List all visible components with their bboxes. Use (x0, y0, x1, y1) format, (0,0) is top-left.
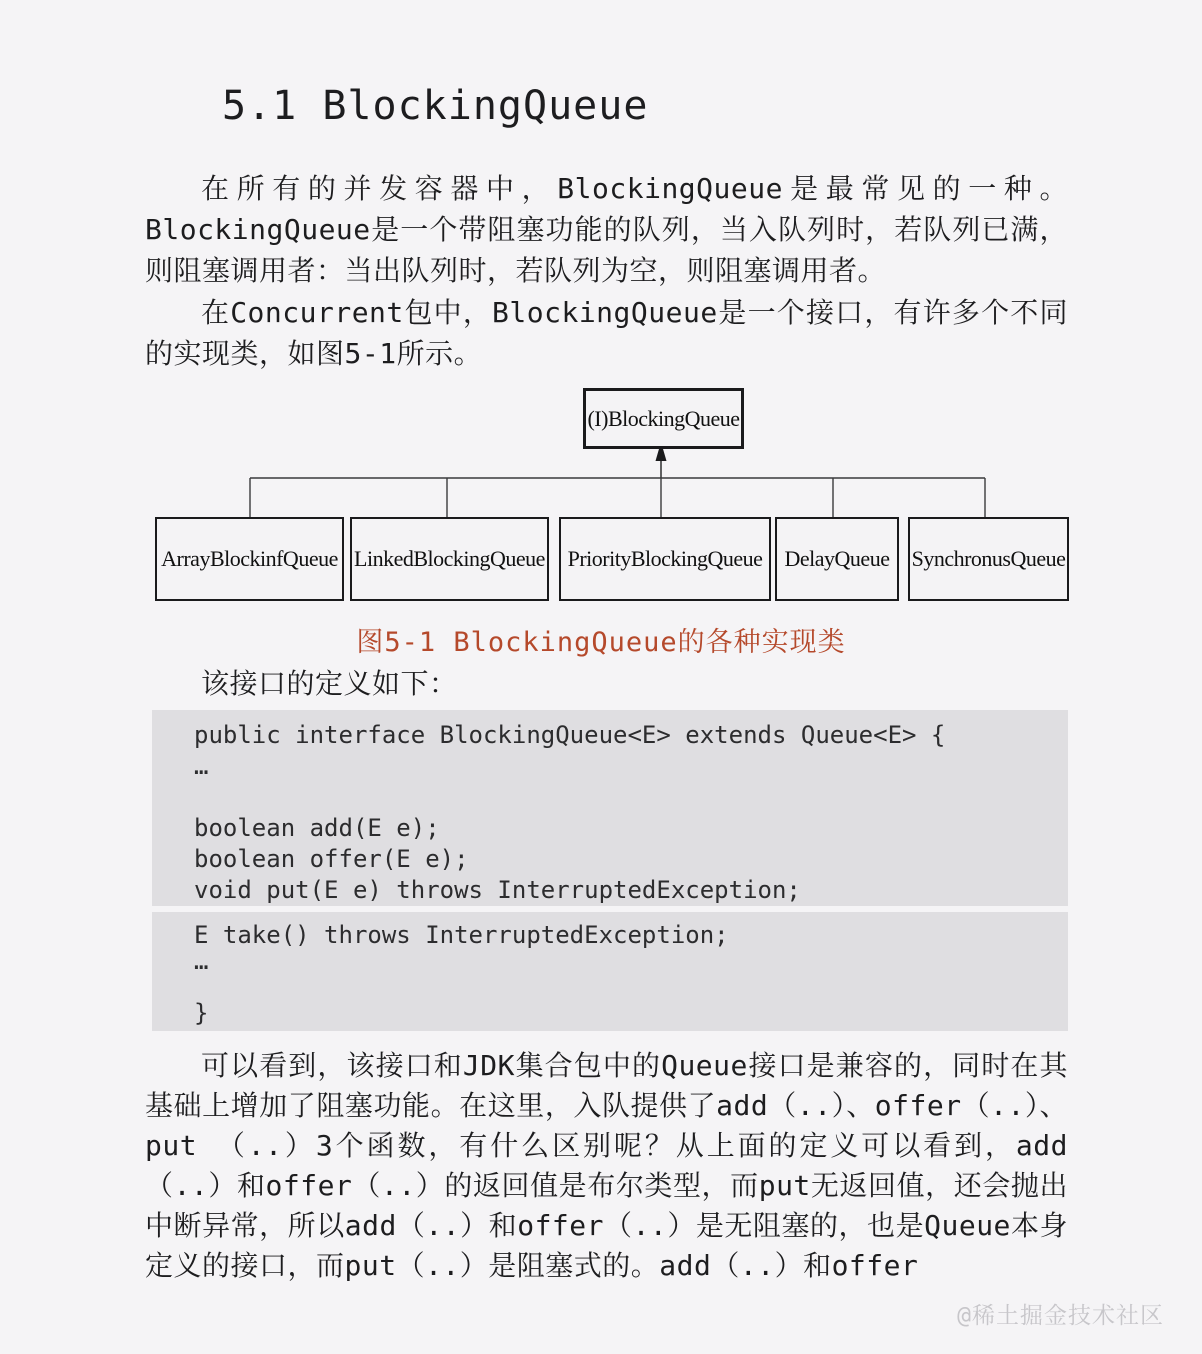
code-line: } (194, 999, 209, 1027)
section-title: 5.1 BlockingQueue (222, 83, 649, 129)
diagram-box-synchronousqueue: SynchronusQueue (908, 517, 1069, 601)
paragraph-discussion: 可以看到，该接口和JDK集合包中的Queue接口是兼容的，同时在其基础上增加了阻塞功能。在这里，入队提供了add（..）、offer（..）、put （..）3个函数，有什么区别呢？从上面的定义可以看到，add（..）和offer（..）的返回值是布尔类型，而put无返回值，还会抛出中断异常，所以add（..）和offer（..）是无阻塞的，也是Queue本身定义的接口，而put（..）是阻塞式的。add（..）和offer (145, 1049, 1068, 1282)
code-line (194, 782, 1058, 813)
diagram-root-box: (I)BlockingQueue (583, 388, 744, 449)
class-hierarchy-diagram (0, 385, 1202, 625)
paragraph-concurrent: 在Concurrent包中，BlockingQueue是一个接口，有许多个不同的实现类，如图5-1所示。 (145, 296, 1068, 370)
code-line: … (194, 947, 209, 975)
code-line: boolean offer(E e); (194, 845, 469, 873)
watermark: @稀土掘金技术社区 (957, 1303, 1164, 1329)
diagram-box-linkedblockingqueue: LinkedBlockingQueue (350, 517, 549, 601)
code-line: … (194, 752, 209, 780)
figure-caption: 图5-1 BlockingQueue的各种实现类 (356, 627, 846, 658)
diagram-box-priorityblockingqueue: PriorityBlockingQueue (559, 517, 771, 601)
diagram-box-arrayblockingqueue: ArrayBlockinfQueue (155, 517, 344, 601)
code-block-interface-bottom (152, 912, 1068, 1031)
paragraph-definition-lead: 该接口的定义如下： (201, 667, 458, 700)
code-line: E take() throws InterruptedException; (194, 921, 729, 949)
code-line: public interface BlockingQueue<E> extends Queue<E> { (194, 721, 946, 749)
code-line: void put(E e) throws InterruptedException; (194, 876, 801, 904)
paragraph-intro: 在所有的并发容器中，BlockingQueue是最常见的一种。BlockingQueue是一个带阻塞功能的队列，当入队列时，若队列已满，则阻塞调用者：当出队列时，若队列为空，则阻塞调用者。 (145, 172, 1068, 287)
code-block-interface-top (152, 710, 1068, 906)
code-line: boolean add(E e); (194, 814, 440, 842)
diagram-box-delayqueue: DelayQueue (775, 517, 899, 601)
code-line (194, 974, 1058, 1000)
